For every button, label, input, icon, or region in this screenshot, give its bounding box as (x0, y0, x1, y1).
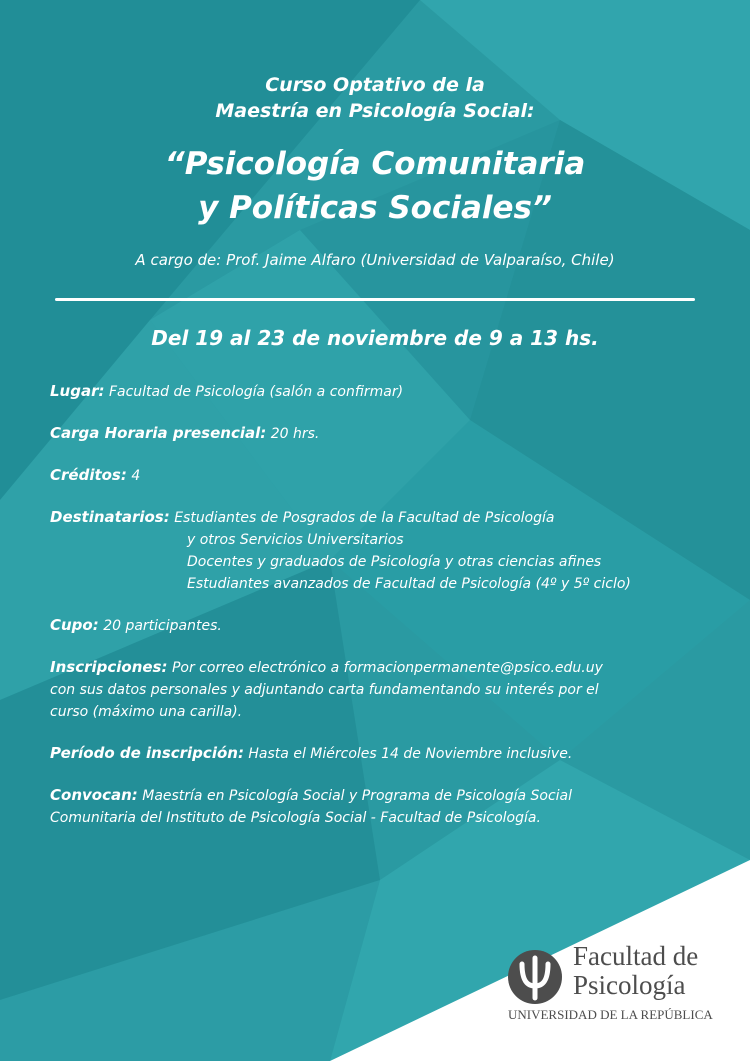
destinatarios-line: Docentes y graduados de Psicología y otras ciencias afines (187, 554, 602, 570)
detail-value: 4 (131, 468, 141, 484)
course-details (50, 380, 700, 829)
detail-convocan (50, 784, 700, 807)
university-name: UNIVERSIDAD DE LA REPÚBLICA (508, 1007, 713, 1022)
detail-label: Inscripciones: (50, 658, 168, 676)
instructor-byline: A cargo de: Prof. Jaime Alfaro (Universidad de Valparaíso, Chile) (135, 251, 615, 269)
psi-logo-icon (506, 948, 564, 1006)
detail-carga-horaria (50, 422, 700, 445)
detail-value: Hasta el Miércoles 14 de Noviembre inclusive. (248, 746, 573, 762)
detail-cupo (50, 614, 700, 637)
kicker-line-2: Maestría en Psicología Social: (215, 100, 535, 122)
detail-creditos (50, 464, 700, 487)
detail-label: Créditos: (50, 466, 127, 484)
poster-header (0, 72, 750, 270)
faculty-name (573, 942, 750, 1000)
detail-label: Cupo: (50, 616, 99, 634)
kicker-line-1: Curso Optativo de la (265, 74, 485, 96)
destinatarios-line: y otros Servicios Universitarios (187, 532, 404, 548)
detail-destinatarios (50, 506, 700, 529)
detail-label: Destinatarios: (50, 508, 170, 526)
detail-inscripciones (50, 656, 700, 679)
detail-value: 20 hrs. (270, 426, 320, 442)
divider-line (55, 298, 695, 301)
convocan-line: Comunitaria del Instituto de Psicología Social - Facultad de Psicología. (50, 810, 541, 826)
detail-value: 20 participantes. (103, 618, 222, 634)
detail-value: Maestría en Psicología Social y Programa de Psicología Social (142, 788, 573, 804)
detail-periodo (50, 742, 700, 765)
destinatarios-line: Estudiantes avanzados de Facultad de Psicología (4º y 5º ciclo) (187, 576, 631, 592)
course-kicker (0, 72, 750, 124)
detail-label: Lugar: (50, 382, 105, 400)
detail-label: Período de inscripción: (50, 744, 244, 762)
faculty-name-line-2: Psicología (573, 970, 686, 1000)
destinatarios-list (187, 529, 700, 595)
detail-lugar (50, 380, 700, 403)
detail-value: Por correo electrónico a formacionpermanente@psico.edu.uy (171, 660, 603, 676)
detail-label: Convocan: (50, 786, 138, 804)
title-line-2: y Políticas Sociales” (198, 190, 552, 226)
course-dates: Del 19 al 23 de noviembre de 9 a 13 hs. (151, 326, 599, 350)
detail-value: Facultad de Psicología (salón a confirmar) (108, 384, 404, 400)
faculty-name-line-1: Facultad de (573, 941, 699, 971)
detail-label: Carga Horaria presencial: (50, 424, 267, 442)
detail-value: Estudiantes de Posgrados de la Facultad de Psicología (174, 510, 555, 526)
inscripciones-line: con sus datos personales y adjuntando carta fundamentando su interés por el (50, 682, 599, 698)
title-line-1: “Psicología Comunitaria (164, 146, 586, 182)
course-title (0, 142, 750, 230)
inscripciones-line: curso (máximo una carilla). (50, 704, 243, 720)
